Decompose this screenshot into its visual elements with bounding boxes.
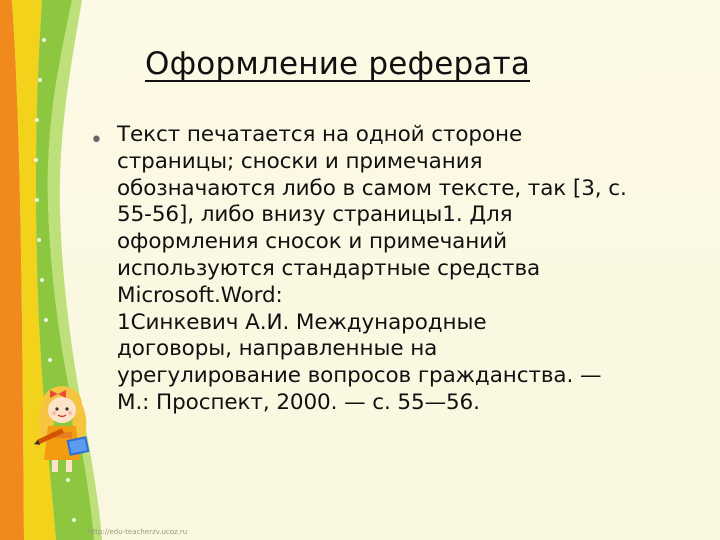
body-line: оформления сносок и примечаний (117, 229, 507, 255)
footnote-line: М.: Проспект, 2000. — с. 55—56. (117, 389, 480, 415)
body-line: Microsoft.Word: (117, 282, 283, 308)
footnote-line: 1Синкевич А.И. Международные (117, 309, 487, 335)
footnote-line: урегулирование вопросов гражданства. — (117, 363, 602, 389)
slide-title: Оформление реферата (145, 46, 531, 82)
body-line: обозначаются либо в самом тексте, так [3, с. (117, 175, 627, 201)
bullet-marker: • (90, 128, 103, 153)
bullet-body (117, 122, 707, 417)
body-line: страницы; сноски и примечания (117, 148, 483, 174)
footnote-line: договоры, направленные на (117, 336, 438, 362)
body-line: 55-56], либо внизу страницы1. Для (117, 202, 513, 228)
body-line: Текст печатается на одной стороне (117, 122, 523, 147)
footer-url: http://edu-teacherzv.ucoz.ru (88, 528, 188, 536)
body-line: используются стандартные средства (117, 255, 541, 281)
girl-with-pencil-icon (34, 382, 96, 474)
